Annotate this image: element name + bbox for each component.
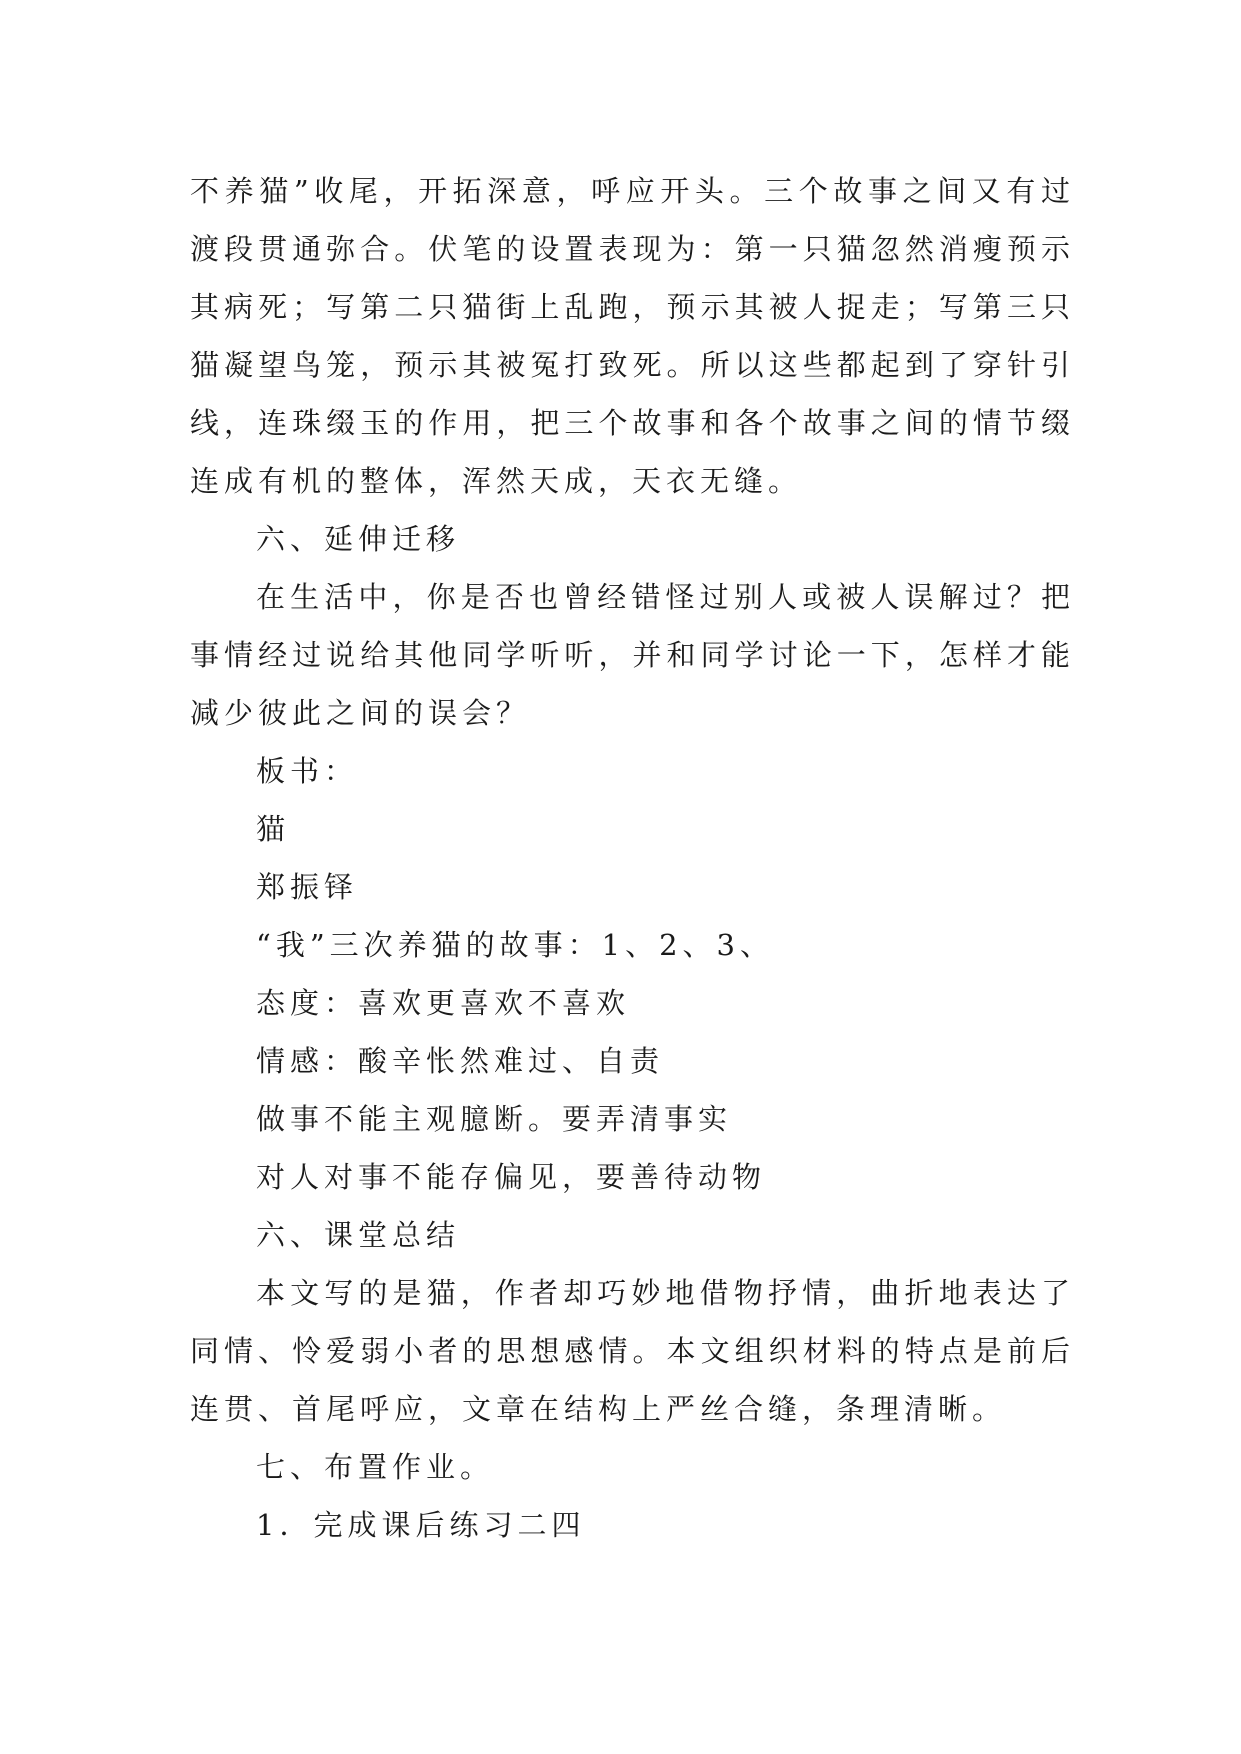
paragraph-line: 事情经过说给其他同学听听，并和同学讨论一下，怎样才能 bbox=[190, 638, 1070, 672]
board-lesson: 对人对事不能存偏见，要善待动物 bbox=[256, 1160, 767, 1194]
paragraph-line: 其病死；写第二只猫街上乱跑，预示其被人捉走；写第三只 bbox=[190, 290, 1070, 324]
board-author: 郑振铎 bbox=[256, 870, 359, 904]
paragraph-line: 不养猫”收尾，开拓深意，呼应开头。三个故事之间又有过 bbox=[190, 174, 1070, 208]
board-label: 板书： bbox=[256, 754, 359, 788]
paragraph-line: 连贯、首尾呼应，文章在结构上严丝合缝，条理清晰。 bbox=[190, 1392, 1007, 1426]
paragraph-line: 同情、怜爱弱小者的思想感情。本文组织材料的特点是前后 bbox=[190, 1334, 1070, 1368]
document-body bbox=[190, 162, 1070, 1554]
paragraph-line: 连成有机的整体，浑然天成，天衣无缝。 bbox=[190, 464, 803, 498]
paragraph-line: 减少彼此之间的误会？ bbox=[190, 696, 531, 730]
paragraph-line: 线，连珠缀玉的作用，把三个故事和各个故事之间的情节缀 bbox=[190, 406, 1070, 440]
board-lesson: 做事不能主观臆断。要弄清事实 bbox=[256, 1102, 733, 1136]
section-heading-extension: 六、延伸迁移 bbox=[256, 522, 461, 556]
paragraph-line: 渡段贯通弥合。伏笔的设置表现为：第一只猫忽然消瘦预示 bbox=[190, 232, 1070, 266]
board-attitude: 态度：喜欢更喜欢不喜欢 bbox=[256, 986, 631, 1020]
paragraph-line: 在生活中，你是否也曾经错怪过别人或被人误解过？把 bbox=[256, 580, 1070, 614]
paragraph-line: 本文写的是猫，作者却巧妙地借物抒情，曲折地表达了 bbox=[256, 1276, 1070, 1310]
section-heading-summary: 六、课堂总结 bbox=[256, 1218, 461, 1252]
paragraph-line: 猫凝望鸟笼，预示其被冤打致死。所以这些都起到了穿针引 bbox=[190, 348, 1070, 382]
board-feeling: 情感：酸辛怅然难过、自责 bbox=[256, 1044, 665, 1078]
section-heading-homework: 七、布置作业。 bbox=[256, 1450, 495, 1484]
board-title: 猫 bbox=[256, 812, 291, 846]
board-story: “我”三次养猫的故事：1、2、3、 bbox=[256, 928, 775, 962]
homework-item: 1．完成课后练习二四 bbox=[256, 1508, 586, 1542]
